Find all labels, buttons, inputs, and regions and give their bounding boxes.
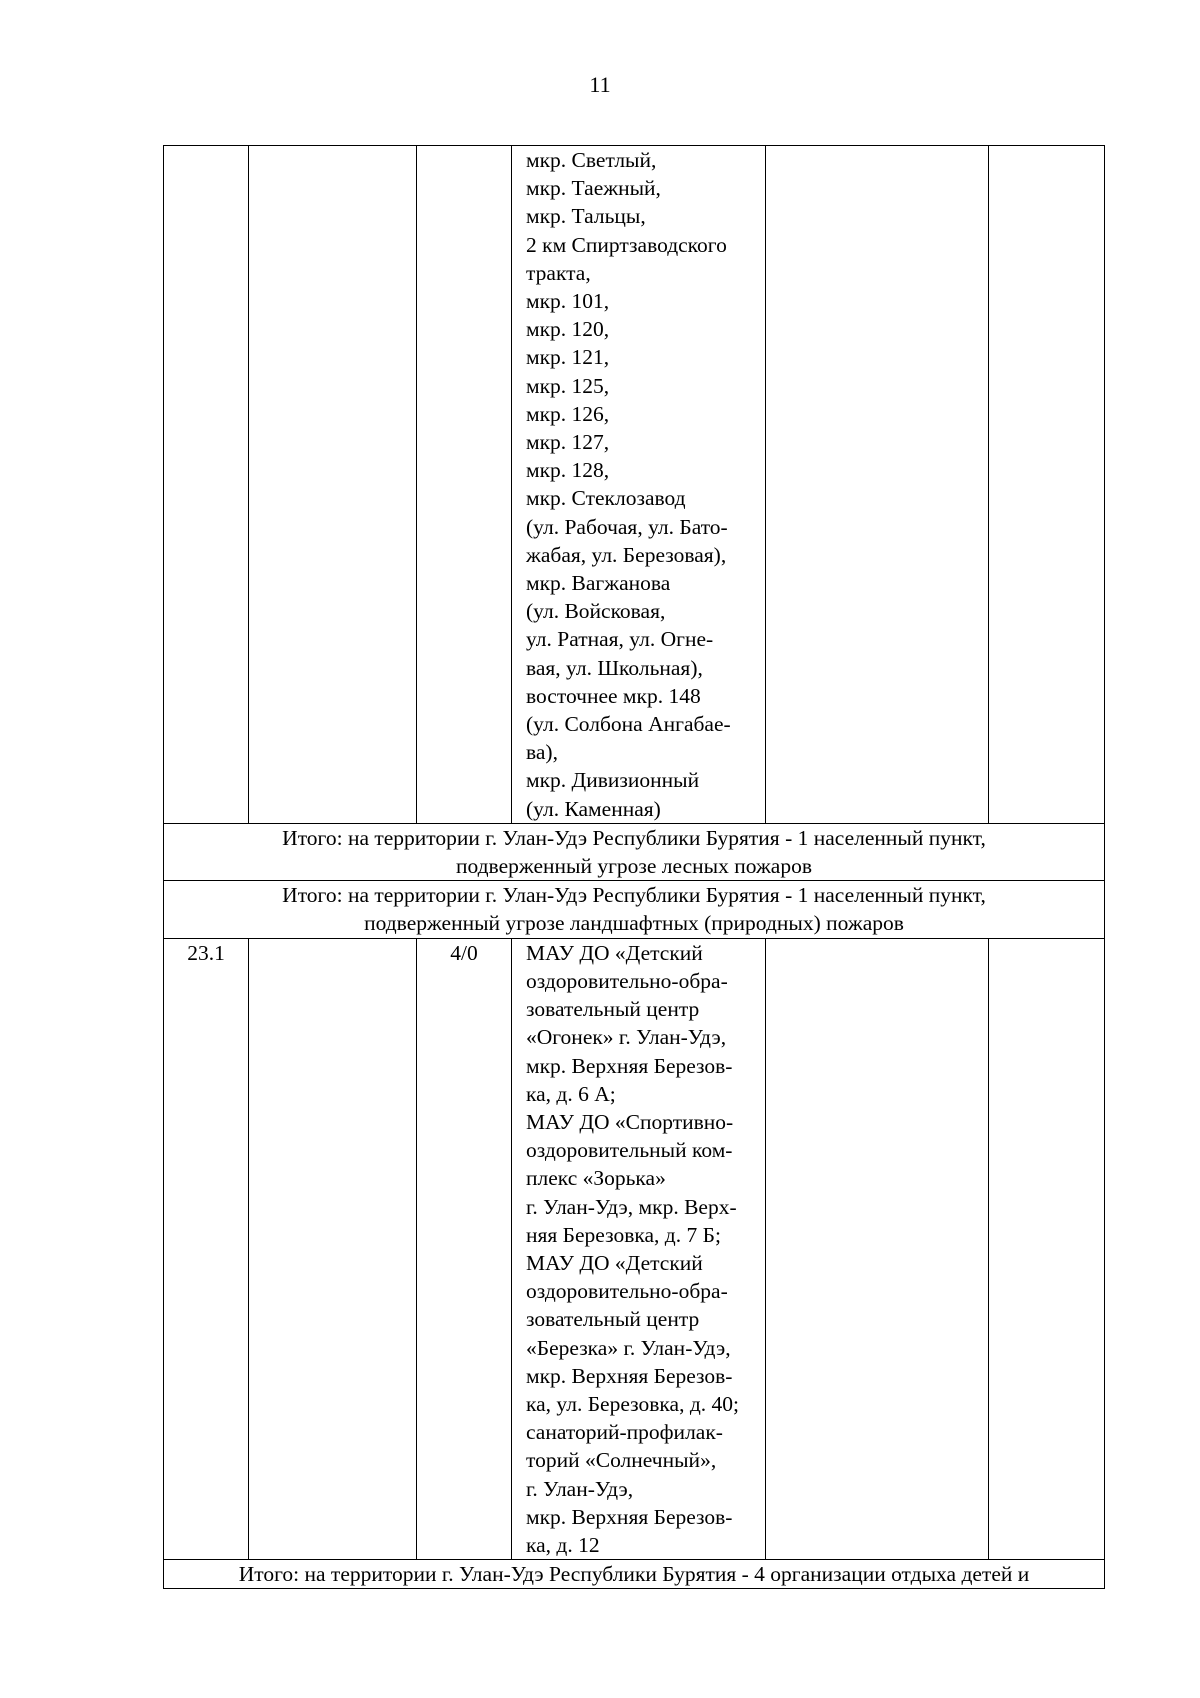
- summary-text: подверженный угрозе ландшафтных (природных) пожаров: [364, 911, 904, 936]
- address-line: мкр. Дивизионный: [526, 768, 700, 793]
- address-line: восточнее мкр. 148: [526, 683, 701, 708]
- address-line: ка, ул. Березовка, д. 40;: [526, 1391, 739, 1416]
- summary-text: Итого: на территории г. Улан-Удэ Республики Бурятия - 1 населенный пункт,: [282, 825, 986, 850]
- page-number: 11: [589, 72, 611, 97]
- address-line: ка, д. 12: [526, 1532, 600, 1557]
- summary-row-landscape: [164, 881, 1105, 938]
- cell-addresses: [512, 146, 766, 824]
- address-line: ул. Ратная, ул. Огне-: [526, 627, 714, 652]
- table-row: [164, 938, 1105, 1559]
- address-line: вая, ул. Школьная),: [526, 655, 703, 680]
- address-line: мкр. 121,: [526, 345, 610, 370]
- address-line: мкр. Стеклозавод: [526, 486, 686, 511]
- address-line: мкр. Светлый,: [526, 148, 657, 172]
- cell-empty: [989, 146, 1105, 824]
- address-line: мкр. 125,: [526, 373, 610, 398]
- address-line: мкр. Верхняя Березов-: [526, 1363, 733, 1388]
- cell-number: [164, 146, 249, 824]
- summary-cell: [164, 1560, 1105, 1589]
- summary-row-forest: [164, 823, 1105, 880]
- address-line: мкр. 101,: [526, 289, 610, 314]
- summary-cell: [164, 823, 1105, 880]
- address-line: мкр. 126,: [526, 401, 610, 426]
- address-line: МАУ ДО «Спортивно-: [526, 1109, 734, 1134]
- address-line: оздоровительный ком-: [526, 1138, 733, 1163]
- address-line: торий «Солнечный»,: [526, 1448, 717, 1473]
- address-line: мкр. Верхняя Березов-: [526, 1504, 733, 1529]
- address-line: жабая, ул. Березовая),: [526, 542, 727, 567]
- cell-empty: [249, 938, 417, 1559]
- cell-number: 23.1: [164, 938, 249, 1559]
- address-line: оздоровительно-обра-: [526, 1279, 728, 1304]
- address-line: (ул. Рабочая, ул. Бато-: [526, 514, 728, 539]
- address-line: г. Улан-Удэ, мкр. Верх-: [526, 1194, 737, 1219]
- address-line: мкр. 128,: [526, 458, 610, 483]
- address-line: ва),: [526, 740, 558, 765]
- cell-empty: [766, 146, 989, 824]
- address-line: оздоровительно-обра-: [526, 968, 728, 993]
- cell-empty: [766, 938, 989, 1559]
- address-line: (ул. Солбона Ангабае-: [526, 712, 731, 737]
- address-line: МАУ ДО «Детский: [526, 1250, 703, 1275]
- table-row-continuation: [164, 146, 1105, 824]
- address-line: мкр. Верхняя Березов-: [526, 1053, 733, 1078]
- cell-count: 4/0: [417, 938, 512, 1559]
- address-line: (ул. Войсковая,: [526, 599, 666, 624]
- address-line: ка, д. 6 А;: [526, 1081, 616, 1106]
- summary-cell: [164, 881, 1105, 938]
- address-line: мкр. Таежный,: [526, 176, 661, 201]
- address-line: плекс «Зорька»: [526, 1166, 666, 1191]
- address-line: мкр. 120,: [526, 317, 610, 342]
- address-line: няя Березовка, д. 7 Б;: [526, 1222, 721, 1247]
- cell-count: [417, 146, 512, 824]
- summary-text: подверженный угрозе лесных пожаров: [455, 854, 813, 879]
- summary-text: Итого: на территории г. Улан-Удэ Республики Бурятия - 1 населенный пункт,: [282, 883, 986, 908]
- address-line: МАУ ДО «Детский: [526, 940, 703, 965]
- address-line: «Березка» г. Улан-Удэ,: [526, 1335, 731, 1360]
- summary-row-children: [164, 1560, 1105, 1589]
- address-line: г. Улан-Удэ,: [526, 1476, 634, 1501]
- cell-addresses: [512, 938, 766, 1559]
- address-line: 2 км Спиртзаводского: [526, 232, 727, 257]
- summary-text: Итого: на территории г. Улан-Удэ Республики Бурятия - 4 организации отдыха детей и: [238, 1562, 1030, 1587]
- cell-empty: [989, 938, 1105, 1559]
- cell-empty: [249, 146, 417, 824]
- address-line: зовательный центр: [526, 1307, 700, 1332]
- address-line: зовательный центр: [526, 997, 700, 1022]
- address-line: (ул. Каменная): [526, 796, 661, 821]
- address-line: мкр. Тальцы,: [526, 204, 646, 229]
- address-line: тракта,: [526, 260, 591, 285]
- address-line: мкр. Вагжанова: [526, 571, 671, 596]
- address-line: санаторий-профилак-: [526, 1420, 723, 1445]
- address-line: мкр. 127,: [526, 430, 610, 455]
- document-table: [163, 145, 1105, 1589]
- address-line: «Огонек» г. Улан-Удэ,: [526, 1025, 727, 1050]
